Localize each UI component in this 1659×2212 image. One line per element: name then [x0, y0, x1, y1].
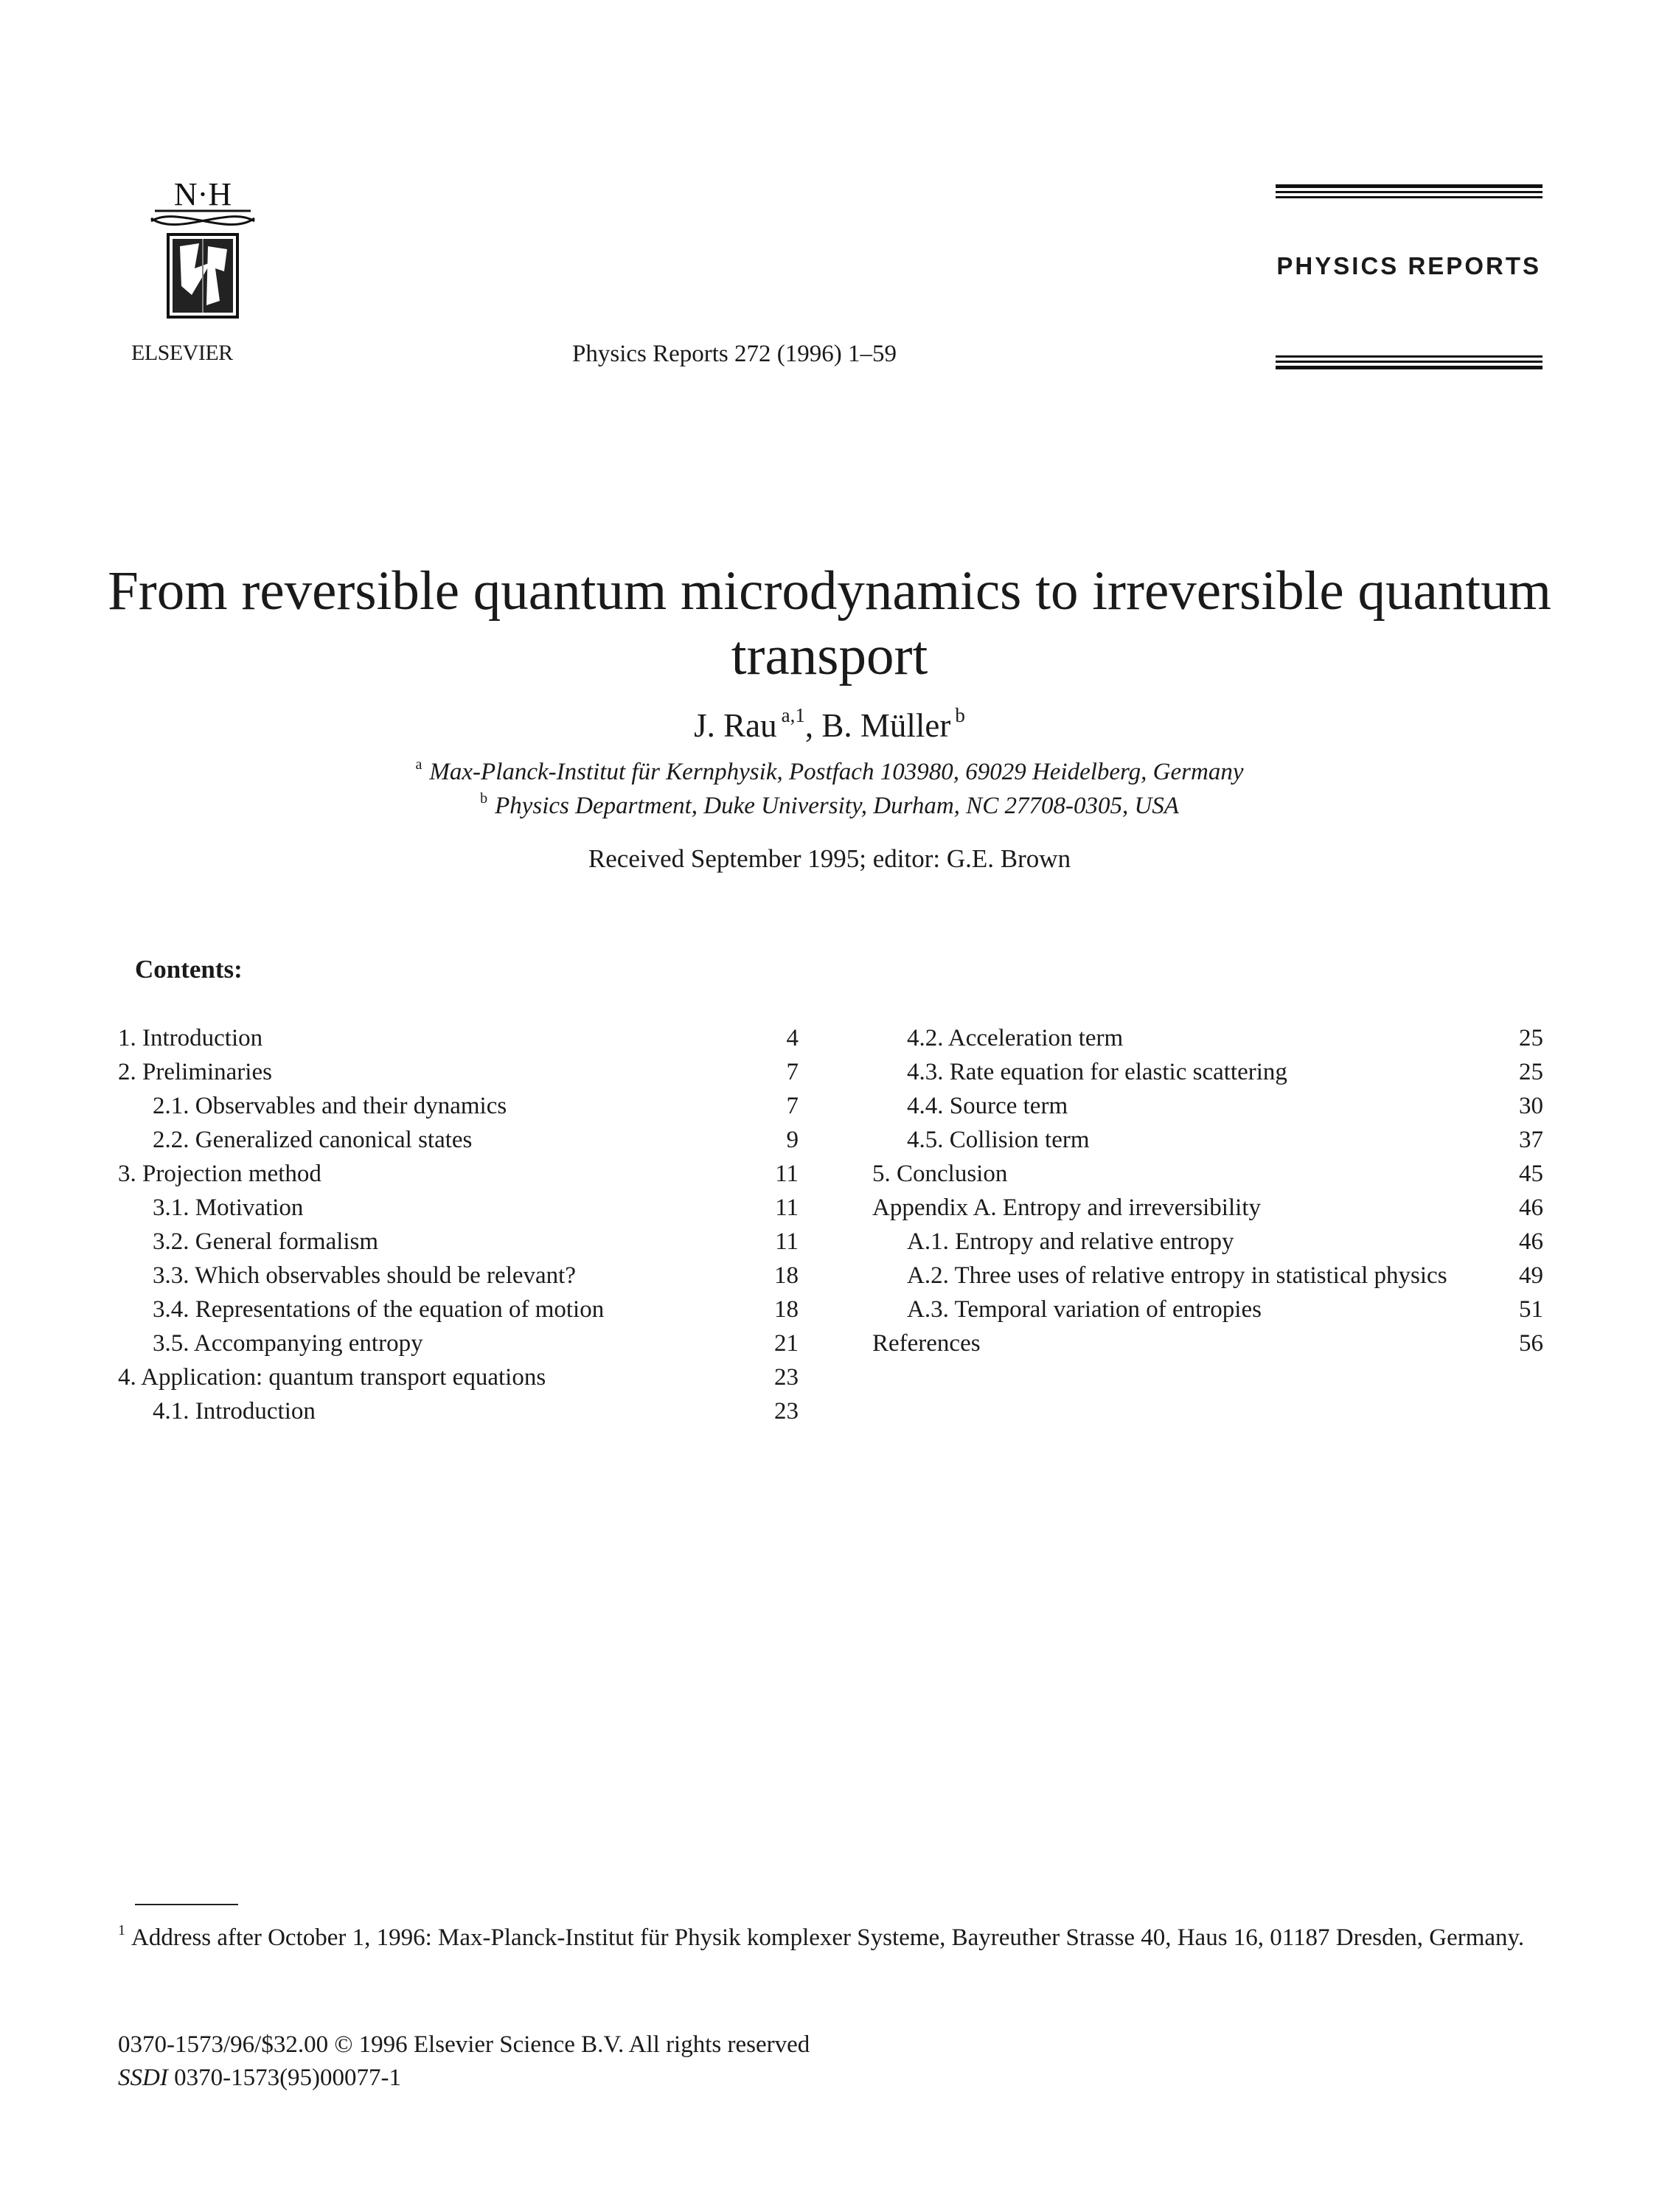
- footnote: [118, 1913, 1541, 1955]
- toc-entry[interactable]: 4.5. Collision term 37: [907, 1127, 1543, 1153]
- author-name: J. Rau: [694, 707, 777, 744]
- affiliation: [0, 790, 1659, 820]
- toc-entry[interactable]: References 56: [872, 1330, 1543, 1357]
- toc-entry[interactable]: 3.1. Motivation 11: [153, 1194, 799, 1221]
- toc-left-column: [118, 1021, 799, 1428]
- publisher-logo: [147, 175, 258, 330]
- journal-rules-bottom: [1276, 355, 1543, 372]
- ssdi-label: SSDI: [118, 2065, 168, 2091]
- affiliation: [0, 757, 1659, 786]
- publisher-name: ELSEVIER: [131, 341, 233, 365]
- toc-entry[interactable]: A.1. Entropy and relative entropy 46: [907, 1228, 1543, 1255]
- journal-name: PHYSICS REPORTS: [1276, 252, 1541, 279]
- toc-entry[interactable]: 4. Application: quantum transport equations 23: [118, 1364, 799, 1391]
- toc-entry[interactable]: 2.1. Observables and their dynamics 7: [153, 1093, 799, 1119]
- toc-entry[interactable]: 5. Conclusion 45: [872, 1161, 1543, 1187]
- author-list: J. Rau $^{a,1}$, B. Müller $^b$: [694, 704, 965, 744]
- toc-entry[interactable]: 3.5. Accompanying entropy 21: [153, 1330, 799, 1357]
- received-line: Received September 1995; editor: G.E. Brown: [588, 844, 1071, 873]
- toc-entry[interactable]: 2. Preliminaries 7: [118, 1059, 799, 1085]
- toc-entry[interactable]: 1. Introduction 4: [118, 1025, 799, 1051]
- journal-citation: Physics Reports 272 (1996) 1–59: [572, 341, 897, 367]
- author-name: B. Müller: [821, 707, 951, 744]
- author-mark: a,1: [781, 704, 805, 726]
- toc-entry[interactable]: 4.2. Acceleration term 25: [907, 1025, 1543, 1051]
- affiliation-mark: a: [415, 757, 422, 773]
- footnote-text: Address after October 1, 1996: Max-Planck-Institut für Physik komplexer Systeme, Bayreuther Strasse 40, Haus 16, 01187 Dresden, Germany.: [131, 1924, 1525, 1951]
- toc-entry[interactable]: 2.2. Generalized canonical states 9: [153, 1127, 799, 1153]
- toc-entry[interactable]: 3. Projection method 11: [118, 1161, 799, 1187]
- toc-entry[interactable]: 4.4. Source term 30: [907, 1093, 1543, 1119]
- toc-right-column: [872, 1021, 1543, 1360]
- footnote-mark: 1: [118, 1922, 125, 1938]
- affiliation-text: Physics Department, Duke University, Durham, NC 27708-0305, USA: [495, 793, 1179, 819]
- article-title: From reversible quantum microdynamics to irreversible quantum transport: [108, 560, 1551, 686]
- affiliation-mark: b: [480, 790, 488, 807]
- toc-entry[interactable]: Appendix A. Entropy and irreversibility 46: [872, 1194, 1543, 1221]
- ssdi-line: [118, 2065, 401, 2092]
- toc-entry[interactable]: 3.2. General formalism 11: [153, 1228, 799, 1255]
- toc-entry[interactable]: 3.4. Representations of the equation of motion 18: [153, 1296, 799, 1323]
- journal-rules-top: [1276, 184, 1543, 201]
- footnote-rule: [135, 1904, 238, 1905]
- toc-entry[interactable]: 4.3. Rate equation for elastic scattering 25: [907, 1059, 1543, 1085]
- toc-entry[interactable]: A.2. Three uses of relative entropy in statistical physics 49: [907, 1262, 1543, 1289]
- ssdi-value: 0370-1573(95)00077-1: [174, 2065, 402, 2091]
- logo-text: N·H: [173, 176, 232, 212]
- affiliation-text: Max-Planck-Institut für Kernphysik, Postfach 103980, 69029 Heidelberg, Germany: [429, 759, 1244, 785]
- toc-entry[interactable]: 3.3. Which observables should be relevant? 18: [153, 1262, 799, 1289]
- contents-heading: Contents:: [135, 955, 243, 984]
- author-mark: b: [955, 704, 965, 726]
- toc-entry[interactable]: 4.1. Introduction 23: [153, 1398, 799, 1425]
- toc-entry[interactable]: A.3. Temporal variation of entropies 51: [907, 1296, 1543, 1323]
- copyright-line: 0370-1573/96/$32.00 © 1996 Elsevier Science B.V. All rights reserved: [118, 2031, 810, 2058]
